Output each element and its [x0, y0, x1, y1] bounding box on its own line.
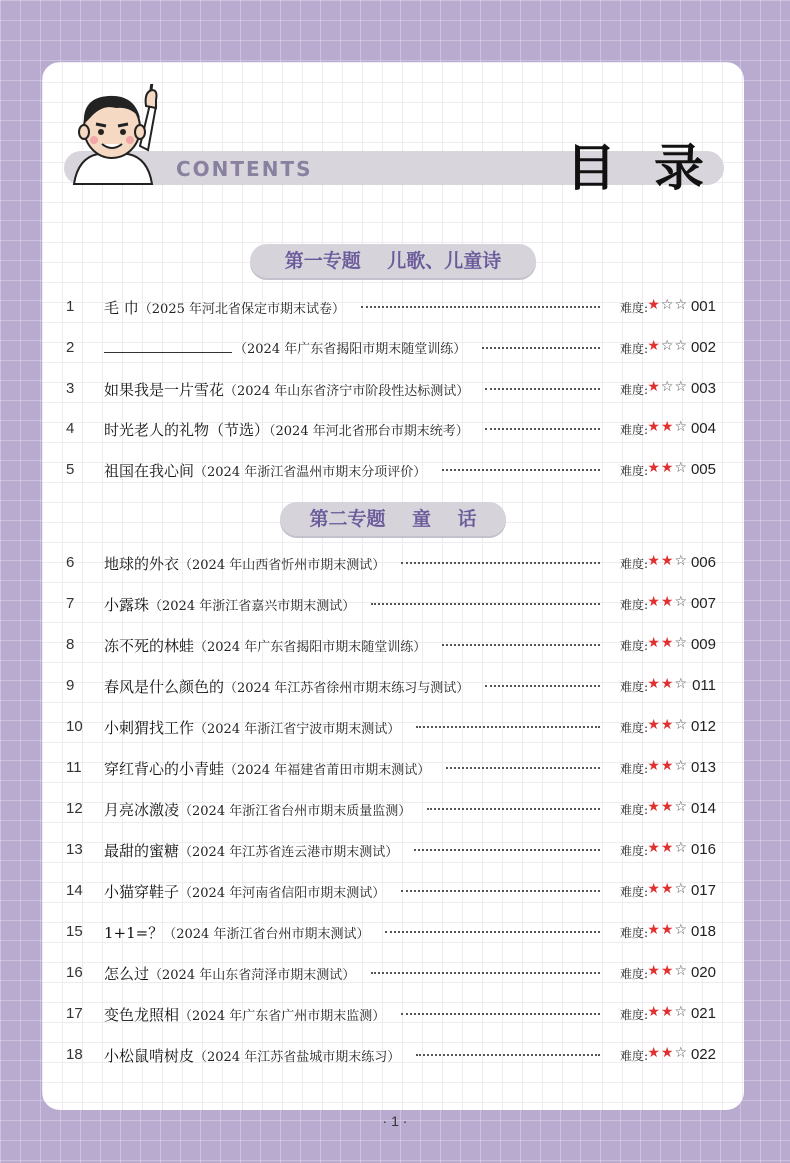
toc-title-text: 小猫穿鞋子 [104, 883, 180, 901]
section-1-title: 第一专题 儿歌、儿童诗 [250, 244, 536, 278]
toc-row[interactable] [66, 294, 720, 320]
star-filled-icon: ★ [660, 717, 675, 733]
toc-number: 10 [66, 718, 83, 735]
toc-number: 17 [66, 1005, 83, 1022]
star-filled-icon: ★ [647, 881, 661, 897]
toc-source: （2024 年浙江省温州市期末分项评价） [194, 465, 427, 480]
toc-title-text: 冻不死的林蛙 [104, 637, 195, 655]
star-filled-icon: ★ [660, 881, 675, 897]
star-empty-icon: ☆ [674, 1004, 688, 1020]
toc-source: （2024 年广东省揭阳市期末随堂训练） [234, 342, 467, 357]
leader-dots [401, 890, 600, 892]
star-empty-icon: ☆ [660, 379, 675, 395]
star-empty-icon: ☆ [674, 419, 688, 435]
toc-source: （2024 年山东省菏泽市期末测试） [149, 968, 356, 983]
difficulty-stars [647, 799, 688, 815]
toc-row[interactable] [66, 550, 720, 576]
star-filled-icon: ★ [647, 1045, 661, 1061]
toc-page-number: 011 [692, 677, 716, 694]
difficulty-label: 难度: [619, 1008, 648, 1022]
toc-title [104, 379, 469, 400]
star-empty-icon: ☆ [660, 297, 675, 313]
toc-row[interactable] [66, 632, 720, 658]
toc-number: 4 [66, 420, 75, 437]
toc-source: （2024 年广东省广州市期末监测） [179, 1009, 386, 1024]
star-filled-icon: ★ [660, 419, 675, 435]
difficulty-label: 难度: [619, 383, 648, 397]
difficulty-label: 难度: [619, 342, 648, 356]
difficulty-stars [647, 297, 688, 313]
toc-source: （2024 年河北省邢台市期末统考） [269, 424, 469, 439]
difficulty-stars [647, 635, 688, 651]
toc-title-text: 月亮冰激凌 [104, 801, 180, 819]
toc-row[interactable] [66, 457, 720, 483]
toc-title-text: 最甜的蜜糖 [104, 842, 180, 860]
toc-row[interactable] [66, 960, 720, 986]
toc-page-number: 018 [690, 923, 716, 940]
difficulty-stars [647, 1045, 688, 1061]
toc-row[interactable] [66, 878, 720, 904]
star-empty-icon: ☆ [674, 840, 688, 856]
star-filled-icon: ★ [647, 338, 661, 354]
toc-title-text: 怎么过 [104, 965, 150, 983]
difficulty-stars [647, 379, 688, 395]
star-filled-icon: ★ [660, 758, 675, 774]
toc-number: 15 [66, 923, 83, 940]
star-empty-icon: ☆ [660, 338, 675, 354]
page-number: · 1 · [382, 1113, 408, 1129]
star-empty-icon: ☆ [674, 379, 688, 395]
star-empty-icon: ☆ [674, 717, 688, 733]
toc-page-number: 021 [690, 1005, 716, 1022]
toc-page-number: 003 [690, 380, 716, 397]
toc-title-text: 1+1=？ [104, 924, 164, 942]
toc-page-number: 004 [690, 420, 716, 437]
difficulty-label: 难度: [619, 803, 648, 817]
difficulty-stars [647, 922, 688, 938]
star-empty-icon: ☆ [674, 1045, 688, 1061]
star-filled-icon: ★ [647, 419, 661, 435]
toc-page-number: 016 [690, 841, 716, 858]
leader-dots [427, 808, 600, 810]
leader-dots [485, 428, 600, 430]
toc-number: 2 [66, 339, 75, 356]
star-filled-icon: ★ [660, 963, 675, 979]
leader-dots [416, 726, 600, 728]
difficulty-label: 难度: [619, 423, 648, 437]
difficulty-label: 难度: [619, 680, 648, 694]
toc-title-text: 变色龙照相 [104, 1006, 180, 1024]
toc-row[interactable] [66, 837, 720, 863]
toc-row[interactable] [66, 1001, 720, 1027]
toc-title-text: 穿红背心的小青蛙 [104, 760, 225, 778]
difficulty-stars [647, 676, 688, 692]
difficulty-stars [647, 758, 688, 774]
contents-label: CONTENTS [176, 157, 313, 181]
star-empty-icon: ☆ [674, 676, 688, 692]
star-filled-icon: ★ [660, 922, 675, 938]
toc-title-text: 小露珠 [104, 596, 150, 614]
star-filled-icon: ★ [660, 1045, 675, 1061]
star-empty-icon: ☆ [674, 799, 688, 815]
boy-pointing-icon [68, 84, 160, 194]
toc-number: 3 [66, 380, 75, 397]
difficulty-stars [647, 717, 688, 733]
toc-source: （2024 年浙江省嘉兴市期末测试） [149, 599, 356, 614]
toc-source: （2024 年广东省揭阳市期末随堂训练） [194, 640, 427, 655]
star-empty-icon: ☆ [674, 297, 688, 313]
leader-dots [485, 685, 600, 687]
toc-row[interactable] [66, 1042, 720, 1068]
toc-source: （2024 年浙江省台州市期末测试） [163, 927, 370, 942]
leader-dots [442, 644, 600, 646]
star-filled-icon: ★ [660, 553, 675, 569]
difficulty-label: 难度: [619, 598, 648, 612]
star-filled-icon: ★ [647, 1004, 661, 1020]
star-empty-icon: ☆ [674, 338, 688, 354]
difficulty-label: 难度: [619, 1049, 648, 1063]
difficulty-stars [647, 840, 688, 856]
toc-title [104, 297, 345, 318]
toc-page-number: 009 [690, 636, 716, 653]
toc-row[interactable] [66, 919, 720, 945]
leader-dots [371, 603, 600, 605]
toc-title-text: 地球的外衣 [104, 555, 180, 573]
star-filled-icon: ★ [647, 460, 661, 476]
toc-page-number: 005 [690, 461, 716, 478]
toc-title-text: 小刺猬找工作 [104, 719, 195, 737]
toc-title [104, 676, 469, 697]
star-filled-icon: ★ [660, 799, 675, 815]
toc-number: 8 [66, 636, 75, 653]
toc-page-number: 012 [690, 718, 716, 735]
star-empty-icon: ☆ [674, 922, 688, 938]
toc-page-number: 001 [690, 298, 716, 315]
toc-title [104, 922, 369, 943]
toc-row[interactable] [66, 376, 720, 402]
toc-page-number: 013 [690, 759, 716, 776]
difficulty-label: 难度: [619, 926, 648, 940]
toc-title [104, 553, 385, 574]
toc-title [104, 635, 426, 656]
toc-number: 5 [66, 461, 75, 478]
toc-number: 1 [66, 298, 75, 315]
star-filled-icon: ★ [660, 676, 675, 692]
toc-title [104, 419, 469, 440]
toc-row[interactable] [66, 416, 720, 442]
toc-title-text: 如果我是一片雪花 [104, 381, 225, 399]
difficulty-stars [647, 553, 688, 569]
difficulty-label: 难度: [619, 301, 648, 315]
star-filled-icon: ★ [647, 297, 661, 313]
star-filled-icon: ★ [647, 963, 661, 979]
difficulty-label: 难度: [619, 967, 648, 981]
difficulty-label: 难度: [619, 639, 648, 653]
toc-number: 13 [66, 841, 83, 858]
star-empty-icon: ☆ [674, 881, 688, 897]
toc-title-text: 毛 巾 [104, 299, 139, 317]
toc-source: （2024 年山东省济宁市阶段性达标测试） [224, 384, 470, 399]
star-filled-icon: ★ [647, 717, 661, 733]
star-filled-icon: ★ [647, 922, 661, 938]
toc-page-number: 020 [690, 964, 716, 981]
star-filled-icon: ★ [660, 840, 675, 856]
star-empty-icon: ☆ [674, 553, 688, 569]
toc-title [104, 460, 426, 481]
star-filled-icon: ★ [660, 635, 675, 651]
toc-source: （2024 年江苏省盐城市期末练习） [194, 1050, 401, 1065]
leader-dots [401, 562, 600, 564]
difficulty-stars [647, 338, 688, 354]
star-filled-icon: ★ [660, 1004, 675, 1020]
toc-title-text: 小松鼠啃树皮 [104, 1047, 195, 1065]
toc-number: 12 [66, 800, 83, 817]
difficulty-label: 难度: [619, 464, 648, 478]
toc-source: （2024 年江苏省连云港市期末测试） [179, 845, 399, 860]
star-filled-icon: ★ [647, 379, 661, 395]
star-empty-icon: ☆ [674, 460, 688, 476]
section-2-title: 第二专题 童 话 [280, 502, 506, 536]
toc-number: 6 [66, 554, 75, 571]
star-filled-icon: ★ [647, 594, 661, 610]
toc-source: （2024 年福建省莆田市期末测试） [224, 763, 431, 778]
toc-title [104, 1004, 385, 1025]
toc-number: 11 [66, 759, 82, 776]
toc-number: 9 [66, 677, 75, 694]
difficulty-stars [647, 1004, 688, 1020]
toc-number: 14 [66, 882, 83, 899]
toc-page-number: 002 [690, 339, 716, 356]
toc-page-number: 022 [690, 1046, 716, 1063]
difficulty-stars [647, 419, 688, 435]
toc-title [104, 1045, 400, 1066]
toc-title-text: 春风是什么颜色的 [104, 678, 225, 696]
difficulty-label: 难度: [619, 844, 648, 858]
difficulty-label: 难度: [619, 762, 648, 776]
toc-row[interactable] [66, 335, 720, 361]
toc-title-text: 时光老人的礼物（节选） [104, 421, 270, 439]
toc-page-number: 007 [690, 595, 716, 612]
title-blank-line [104, 338, 232, 353]
toc-row[interactable] [66, 755, 720, 781]
toc-title-text: 祖国在我心间 [104, 462, 195, 480]
toc-source: （2024 年山西省忻州市期末测试） [179, 558, 386, 573]
page-title: 目录 [566, 139, 742, 197]
leader-dots [416, 1054, 600, 1056]
star-empty-icon: ☆ [674, 635, 688, 651]
star-filled-icon: ★ [660, 460, 675, 476]
toc-source: （2024 年浙江省宁波市期末测试） [194, 722, 401, 737]
difficulty-stars [647, 460, 688, 476]
leader-dots [442, 469, 600, 471]
toc-source: （2025 年河北省保定市期末试卷） [138, 302, 345, 317]
difficulty-label: 难度: [619, 885, 648, 899]
star-empty-icon: ☆ [674, 594, 688, 610]
toc-page-number: 006 [690, 554, 716, 571]
toc-row[interactable] [66, 796, 720, 822]
leader-dots [482, 347, 600, 349]
star-empty-icon: ☆ [674, 758, 688, 774]
star-filled-icon: ★ [647, 758, 661, 774]
leader-dots [361, 306, 600, 308]
star-filled-icon: ★ [647, 553, 661, 569]
star-filled-icon: ★ [647, 676, 661, 692]
toc-title [104, 758, 430, 779]
toc-title [104, 594, 355, 615]
toc-row[interactable] [66, 591, 720, 617]
difficulty-stars [647, 963, 688, 979]
difficulty-stars [647, 881, 688, 897]
toc-source: （2024 年浙江省台州市期末质量监测） [179, 804, 412, 819]
toc-source: （2024 年江苏省徐州市期末练习与测试） [224, 681, 470, 696]
star-filled-icon: ★ [660, 594, 675, 610]
toc-number: 7 [66, 595, 75, 612]
difficulty-stars [647, 594, 688, 610]
toc-number: 16 [66, 964, 83, 981]
difficulty-label: 难度: [619, 557, 648, 571]
toc-page-number: 014 [690, 800, 716, 817]
star-filled-icon: ★ [647, 635, 661, 651]
star-filled-icon: ★ [647, 840, 661, 856]
difficulty-label: 难度: [619, 721, 648, 735]
leader-dots [414, 849, 600, 851]
toc-title [104, 840, 398, 861]
toc-page-number: 017 [690, 882, 716, 899]
star-filled-icon: ★ [647, 799, 661, 815]
leader-dots [446, 767, 600, 769]
toc-number: 18 [66, 1046, 83, 1063]
toc-row[interactable] [66, 673, 720, 699]
leader-dots [485, 388, 600, 390]
leader-dots [401, 1013, 600, 1015]
toc-title [104, 717, 400, 738]
star-empty-icon: ☆ [674, 963, 688, 979]
toc-row[interactable] [66, 714, 720, 740]
contents-card [42, 62, 744, 1110]
leader-dots [385, 931, 600, 933]
toc-title [104, 799, 411, 820]
leader-dots [371, 972, 600, 974]
toc-title [104, 338, 466, 357]
toc-title [104, 963, 355, 984]
toc-title [104, 881, 385, 902]
toc-source: （2024 年河南省信阳市期末测试） [179, 886, 386, 901]
